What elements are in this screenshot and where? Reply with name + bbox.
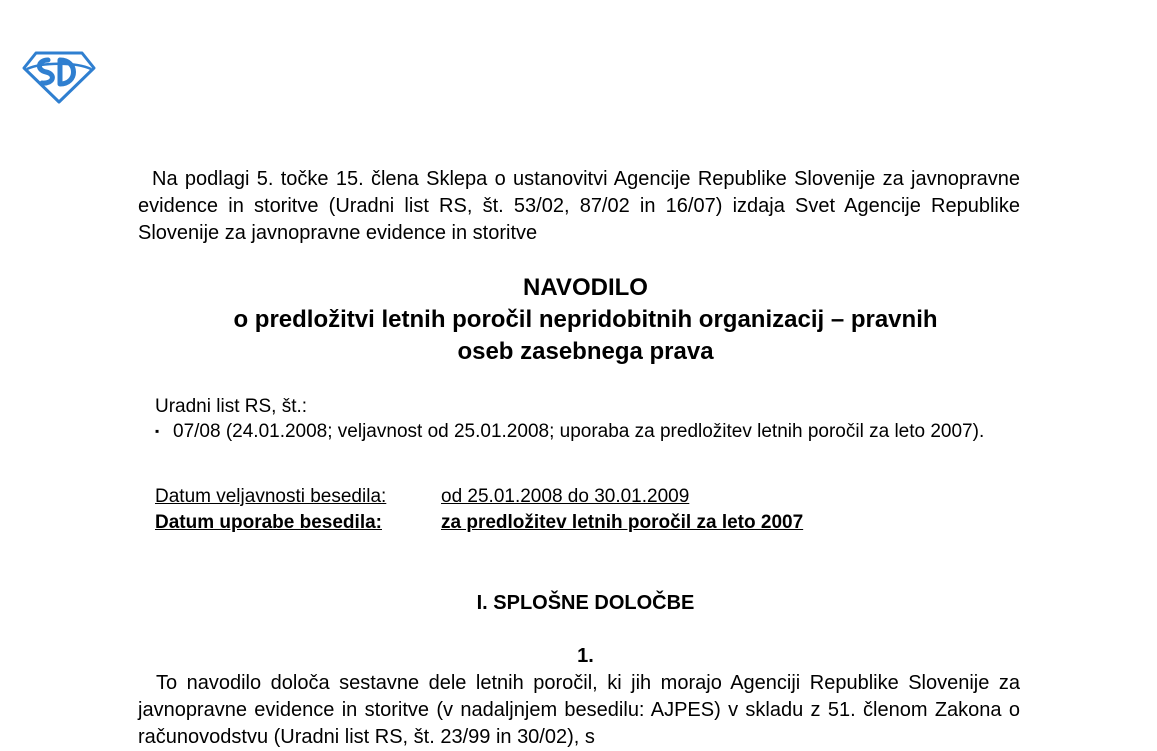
- validity-label: Datum veljavnosti besedila:: [155, 486, 387, 507]
- document-title: [138, 272, 1033, 368]
- shield-logo-icon: [22, 50, 96, 104]
- bullet-icon: ▪: [155, 424, 160, 438]
- title-line-2: oseb zasebnega prava: [457, 338, 714, 365]
- use-value: za predložitev letnih poročil za leto 2007: [441, 512, 804, 533]
- section-heading: I. SPLOŠNE DOLOČBE: [476, 592, 695, 614]
- validity-value: od 25.01.2008 do 30.01.2009: [441, 486, 690, 507]
- use-row: [155, 510, 803, 536]
- article-number: 1.: [577, 645, 594, 667]
- gazette-item-text: 07/08 (24.01.2008; veljavnost od 25.01.2008; uporaba za predložitev letnih poročil za leto 2007).: [173, 421, 985, 442]
- article-text: To navodilo določa sestavne dele letnih poročil, ki jih morajo Agenciji Republike Slovenije za javnopravne evidence in storitve (v nadaljnjem besedilu: AJPES) v skladu z 51. členom Zakona o računovodstvu (Uradni list RS, št. 23/99 in 30/02), s: [138, 672, 1020, 748]
- title-line-1: o predložitvi letnih poročil nepridobitnih organizacij – pravnih: [233, 306, 938, 333]
- gazette-label: Uradni list RS, št.:: [155, 396, 308, 417]
- validity-dates: [155, 484, 803, 536]
- title-main: NAVODILO: [523, 274, 648, 301]
- ajpes-logo: [22, 50, 96, 104]
- intro-paragraph: Na podlagi 5. točke 15. člena Sklepa o ustanovitvi Agencije Republike Slovenije za javnopravne evidence in storitve (Uradni list RS, št. 53/02, 87/02 in 16/07) izdaja Svet Agencije Republike Slovenije za javnopravne evidence in storitve: [138, 168, 1020, 244]
- use-label: Datum uporabe besedila:: [155, 512, 382, 533]
- validity-row: [155, 484, 803, 510]
- gazette-reference: [155, 394, 1020, 444]
- gazette-item: [155, 419, 1020, 444]
